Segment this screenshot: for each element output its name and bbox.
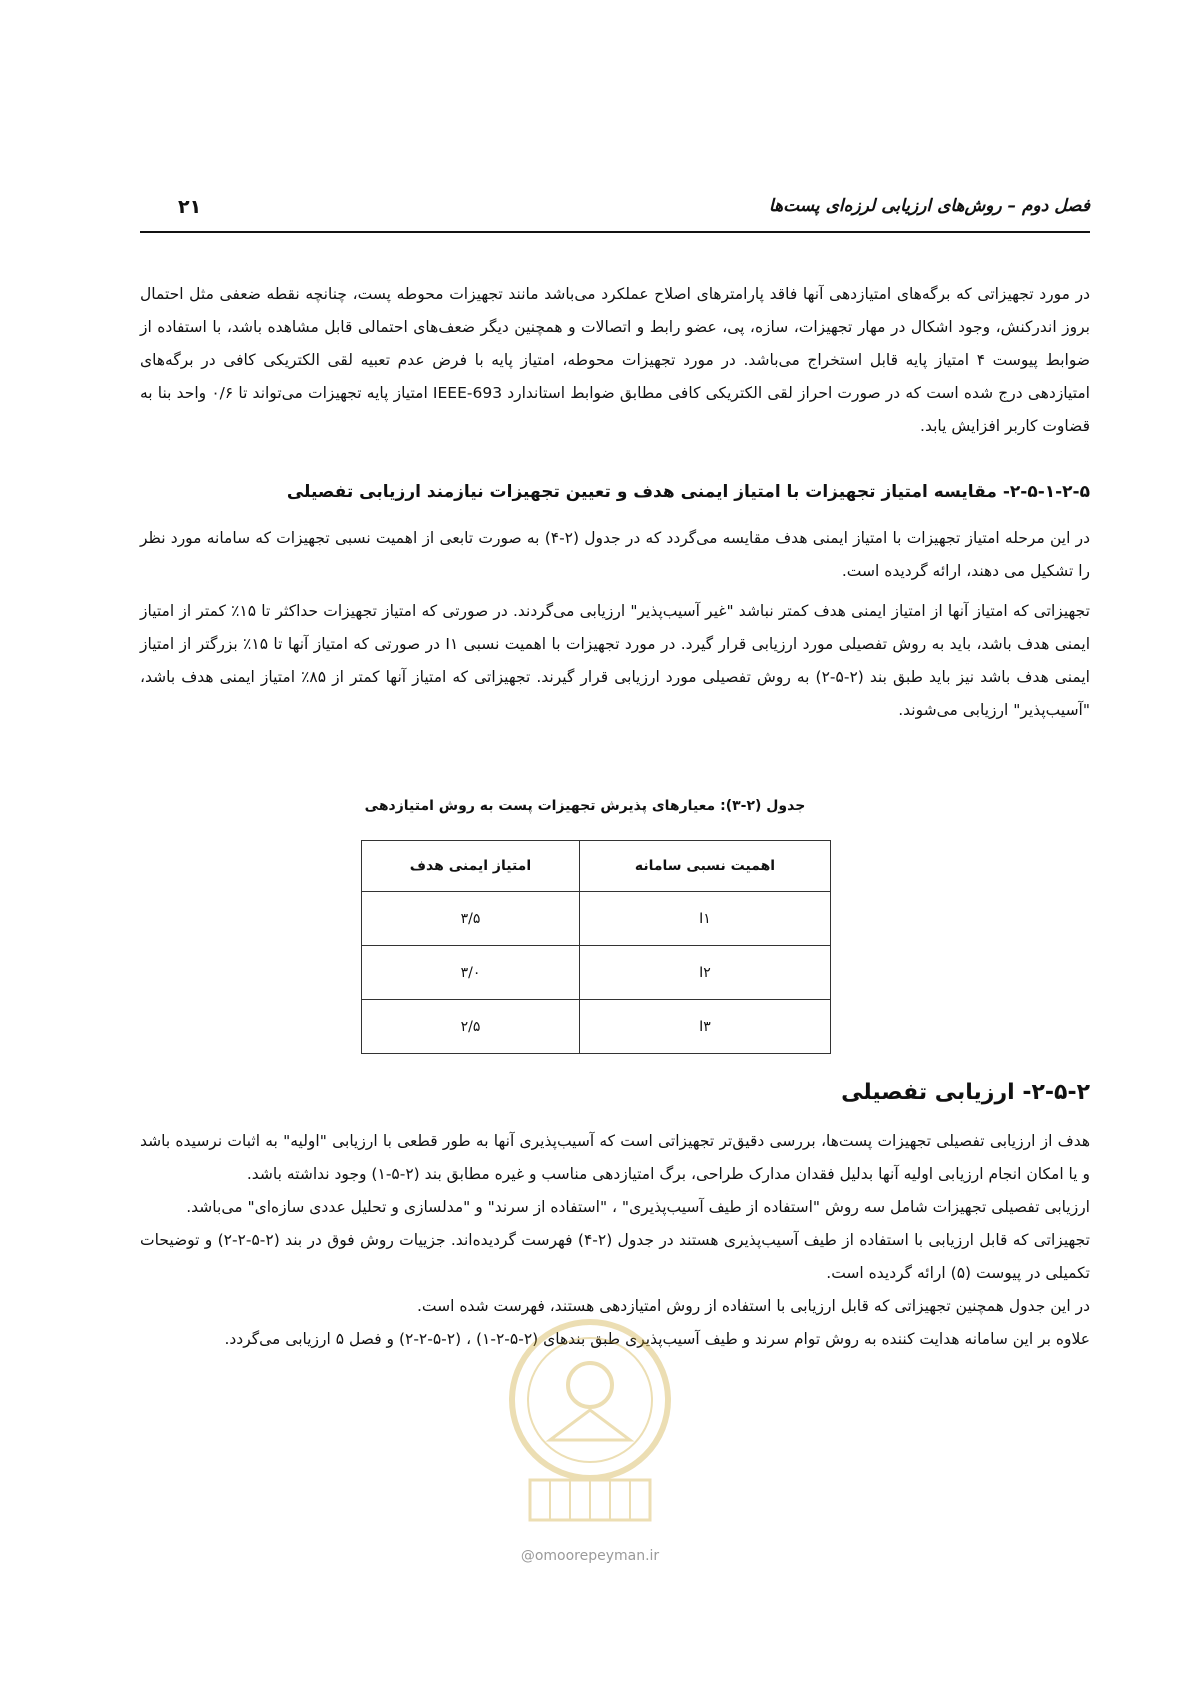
table-cell-target-score: ۲/۵ [362,1000,580,1054]
paragraph-text: در این جدول همچنین تجهیزاتی که قابل ارزیابی با استفاده از روش امتیازدهی هستند، فهرست شده است. [417,1297,1090,1315]
watermark-url: @omoorepeyman.ir [520,1548,660,1564]
table-cell-importance: I۱ [579,892,830,946]
paragraph-text: علاوه بر این سامانه هدایت کننده به روش توام سرند و طیف آسیب‌پذیری طبق بندهای (۲-۵-۲-۱) ، (۲-۵-۲-۲) و فصل ۵ ارزیابی می‌گردد. [224,1330,1090,1348]
column-header-target-score: امتیاز ایمنی هدف [362,841,580,892]
table-row [362,946,831,1000]
table-header-row [362,841,831,892]
table-cell-importance: I۳ [579,1000,830,1054]
paragraph-text: هدف از ارزیابی تفصیلی تجهیزات پست‌ها، بررسی دقیق‌تر تجهیزاتی است که آسیب‌پذیری آنها به طور قطعی با ارزیابی "اولیه" به اثبات نرسیده باشد و یا امکان انجام ارزیابی اولیه آنها بدلیل فقدان مدارک طراحی، برگ امتیازدهی مناسب و غیره مطابق بند (۲-۵-۱) وجود نداشته باشد. [140,1132,1090,1183]
table-row [362,1000,831,1054]
table-caption: جدول (۲-۳): معیارهای پذیرش تجهیزات پست به روش امتیازدهی [364,798,806,814]
paragraph-scoring-equipment [140,278,1090,443]
paragraph-comparison-intro [140,522,1090,588]
section-heading-detailed-assessment: ۲-۵-۲- ارزیابی تفصیلی [841,1080,1090,1105]
table-cell-importance: I۲ [579,946,830,1000]
section-heading-comparison: ۲-۵-۱-۲-۵- مقایسه امتیاز تجهیزات با امتیاز ایمنی هدف و تعیین تجهیزات نیازمند ارزیابی تفصیلی [286,482,1090,502]
paragraph-text: ارزیابی تفصیلی تجهیزات شامل سه روش "استفاده از طیف آسیب‌پذیری" ، "استفاده از سرند" و "مدلسازی و تحلیل عددی سازه‌ای" می‌باشد. [186,1198,1090,1216]
header-divider [140,231,1090,233]
paragraph-text: تجهیزاتی که قابل ارزیابی با استفاده از طیف آسیب‌پذیری هستند در جدول (۲-۴) فهرست گردیده‌اند. جزییات روش فوق در بند (۲-۵-۲-۲) و توضیحات تکمیلی در پیوست (۵) ارائه گردیده است. [140,1231,1090,1282]
column-header-importance: اهمیت نسبی سامانه [579,841,830,892]
page-header [160,196,1090,226]
paragraph-text: در مورد تجهیزاتی که برگه‌های امتیازدهی آنها فاقد پارامترهای اصلاح عملکرد می‌باشد مانند تجهیزات محوطه پست، چنانچه نقطه ضعفی مثل احتمال بروز اندرکنش، وجود اشکال در مهار تجهیزات، سازه، پی، عضو رابط و اتصالات و همچنین دیگر ضعف‌های احتمالی قابل مشاهده باشد، با استفاده از ضوابط پیوست ۴ امتیاز پایه قابل استخراج می‌باشد. در مورد تجهیزات محوطه، امتیاز پایه با فرض عدم تعبیه لقی الکتریکی کافی در برگه‌های امتیازدهی درج شده است که در صورت احراز لقی الکتریکی کافی مطابق ضوابط استاندارد IEEE-693 امتیاز پایه تجهیزات می‌تواند تا ۰/۶ واحد بنا به قضاوت کاربر افزایش یابد. [140,285,1090,435]
acceptance-criteria-table [361,840,831,1054]
page-number: ۲۱ [178,196,202,218]
paragraph-text: در این مرحله امتیاز تجهیزات با امتیاز ایمنی هدف مقایسه می‌گردد که در جدول (۲-۴) به صورت تابعی از اهمیت نسبی تجهیزات که سامانه مورد نظر را تشکیل می دهند، ارائه گردیده است. [140,529,1090,580]
table-row [362,892,831,946]
paragraph-text: تجهیزاتی که امتیاز آنها از امتیاز ایمنی هدف کمتر نباشد "غیر آسیب‌پذیر" ارزیابی می‌گردند. در صورتی که امتیاز تجهیزات حداکثر تا ۱۵٪ کمتر از امتیاز ایمنی هدف باشد، باید به روش تفصیلی مورد ارزیابی قرار گیرد. در مورد تجهیزات با اهمیت نسبی I۱ در صورتی که امتیاز آنها تا ۱۵٪ بزرگتر از امتیاز ایمنی هدف باشد نیز باید طبق بند (۲-۵-۲) به روش تفصیلی مورد ارزیابی قرار گیرند. تجهیزاتی که امتیاز آنها کمتر از ۸۵٪ امتیاز ایمنی هدف باشد، "آسیب‌پذیر" ارزیابی می‌شوند. [140,602,1091,719]
chapter-title: فصل دوم – روش‌های ارزیابی لرزه‌ای پست‌ها [768,196,1090,216]
paragraph-acceptance-rules [140,595,1090,727]
table-cell-target-score: ۳/۵ [362,892,580,946]
table-cell-target-score: ۳/۰ [362,946,580,1000]
watermark-seal-icon [490,1290,690,1540]
